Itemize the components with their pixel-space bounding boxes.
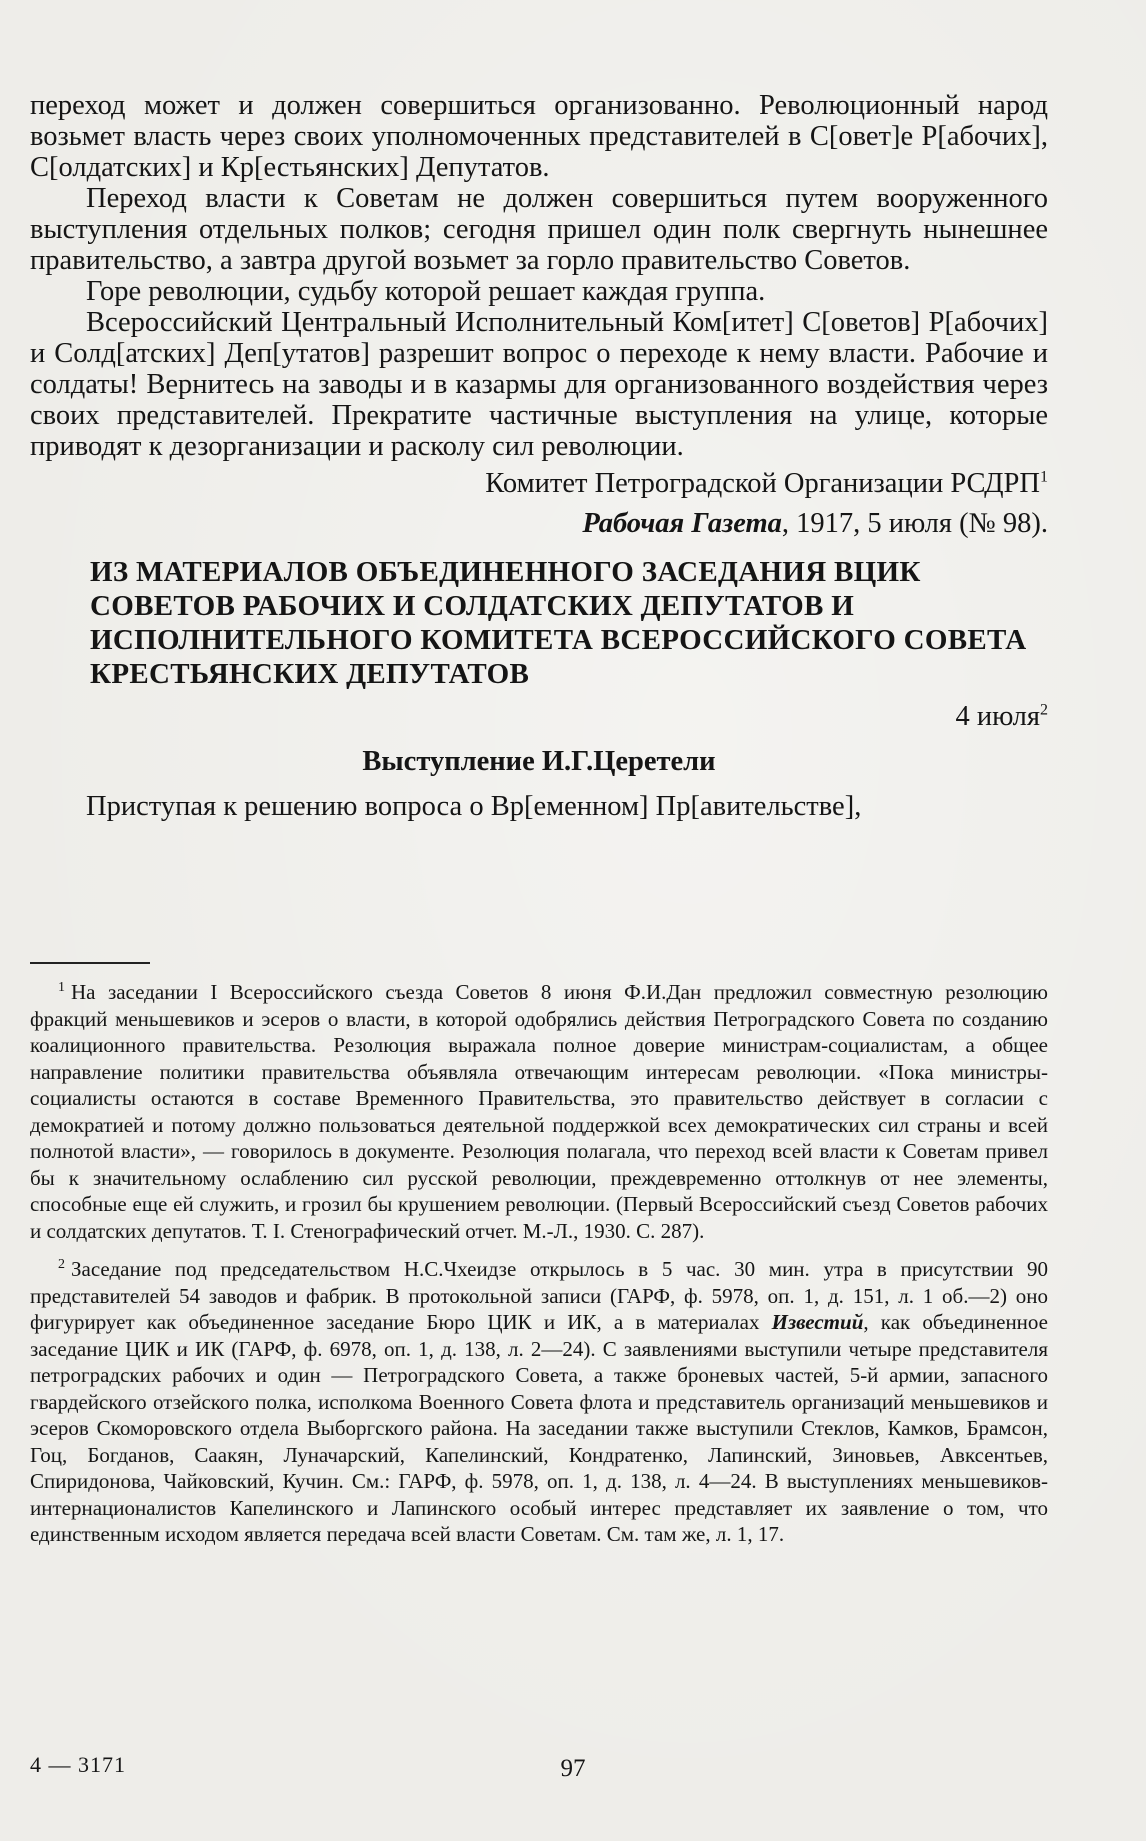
footnote-ref-1[interactable]: 1 [1040, 468, 1048, 486]
footnote-italic-title: Известий [771, 1310, 864, 1334]
footnote-divider [30, 962, 150, 964]
paragraph-woe-to-revolution: Горе революции, судьбу которой решает каждая группа. [86, 276, 766, 307]
page-number: 97 [560, 1755, 586, 1782]
date-text: 4 июля [955, 701, 1040, 732]
footnote-2 [30, 1252, 1048, 1548]
paragraph-continuation: переход может и должен совершиться организованно. Революционный народ возьмет власть через своих уполномоченных представителей в С[овет]е Р[абочих], С[олдатских] и Кр[естьянских] Депутатов. [30, 90, 1048, 183]
speech-first-line: Приступая к решению вопроса о Вр[еменном] Пр[авительстве], [86, 791, 862, 822]
footnote-text-part-a: Заседание под председательством Н.С.Чхеидзе открылось в 5 час. 30 мин. утра в присутствии 90 представителей 54 заводов и фабрик. В протокольной записи (ГАРФ, ф. 5978, оп. 1, д. 151, л. 1 об.—2) оно фигурирует как объединенное заседание Бюро ЦИК и ИК, а в материалах [30, 1257, 1048, 1334]
paragraph-transfer-of-power: Переход власти к Советам не должен совершиться путем вооруженного выступления отдельных полков; сегодня пришел один полк свергнуть нынешнее правительство, а завтра другой возьмет за горло правительство Советов. [30, 183, 1048, 276]
signature-line [30, 468, 1048, 499]
footnote-ref-2[interactable]: 2 [1040, 701, 1048, 719]
main-text-column [30, 90, 1048, 822]
section-date [30, 701, 1048, 732]
footnote-number: 1 [58, 980, 65, 995]
footnote-text-part-b: , как объединенное заседание ЦИК и ИК (ГАРФ, ф. 6978, оп. 1, д. 138, л. 2—24). С заявлениями выступили четыре представителя петроградских рабочих и один — Петроградского Совета, а также броневых частей, 5-й армии, запасного гвардейского отзейского полка, исполкома Военного Совета флота и представитель организаций меньшевиков и эсеров Скоморовского отдела Выборгского района. На заседании также выступили Стеклов, Камков, Брамсон, Гоц, Богданов, Саакян, Луначарский, Капелинский, Кондратенко, Лапинский, Зиновьев, Авксентьев, Спиридонова, Чайковский, Кучин. См.: ГАРФ, ф. 5978, оп. 1, д. 138, л. 4—24. В выступлениях меньшевиков-интернационалистов Капелинского и Лапинского особый интерес представляет их заявление о том, что единственным исходом является передача всей власти Советам. См. там же, л. 1, 17. [30, 1310, 1048, 1546]
source-details: , 1917, 5 июля (№ 98). [781, 508, 1048, 539]
signature-text: Комитет Петроградской Организации РСДРП [485, 468, 1040, 499]
footnotes [30, 975, 1048, 1556]
footnote-number: 2 [58, 1257, 65, 1272]
paragraph-vtsik-appeal: Всероссийский Центральный Исполнительный Ком[итет] С[оветов] Р[абочих] и Солд[атских] Деп[утатов] разрешит вопрос о переходе к нему власти. Рабочие и солдаты! Вернитесь на заводы и в казармы для организованного воздействия через своих представителей. Прекратите частичные выступления на улице, которые приводят к дезорганизации и расколу сил революции. [30, 307, 1048, 462]
source-title: Рабочая Газета [582, 508, 782, 539]
speaker-heading: Выступление И.Г.Церетели [362, 746, 716, 777]
footnote-1 [30, 975, 1048, 1244]
section-heading: ИЗ МАТЕРИАЛОВ ОБЪЕДИНЕННОГО ЗАСЕДАНИЯ ВЦИК СОВЕТОВ РАБОЧИХ И СОЛДАТСКИХ ДЕПУТАТОВ И ИСПОЛНИТЕЛЬНОГО КОМИТЕТА ВСЕРОССИЙСКОГО СОВЕТА КРЕСТЬЯНСКИХ ДЕПУТАТОВ [90, 556, 1027, 690]
source-citation [30, 507, 1048, 541]
footnote-text: На заседании I Всероссийского съезда Советов 8 июня Ф.И.Дан предложил совместную резолюцию фракций меньшевиков и эсеров о власти, в которой одобрялись действия Петроградского Совета по созданию коалиционного правительства. Резолюция выражала полное доверие министрам-социалистам, а общее направление политики правительства объявляла отвечающим интересам революции. «Пока министры-социалисты остаются в составе Временного Правительства, это правительство действует в согласии с демократией и потому должно пользоваться деятельной поддержкой всех демократических сил страны и всей полнотой власти», — говорилось в документе. Резолюция полагала, что переход всей власти к Советам привел бы к значительному ослаблению сил русской революции, преждевременно оттолкнув от нее элементы, способные еще ей служить, и грозил бы крушением революции. (Первый Всероссийский съезд Советов рабочих и солдатских депутатов. Т. I. Стенографический отчет. М.-Л., 1930. С. 287). [30, 980, 1048, 1243]
printers-signature-mark: 4 — 3171 [30, 1752, 126, 1777]
